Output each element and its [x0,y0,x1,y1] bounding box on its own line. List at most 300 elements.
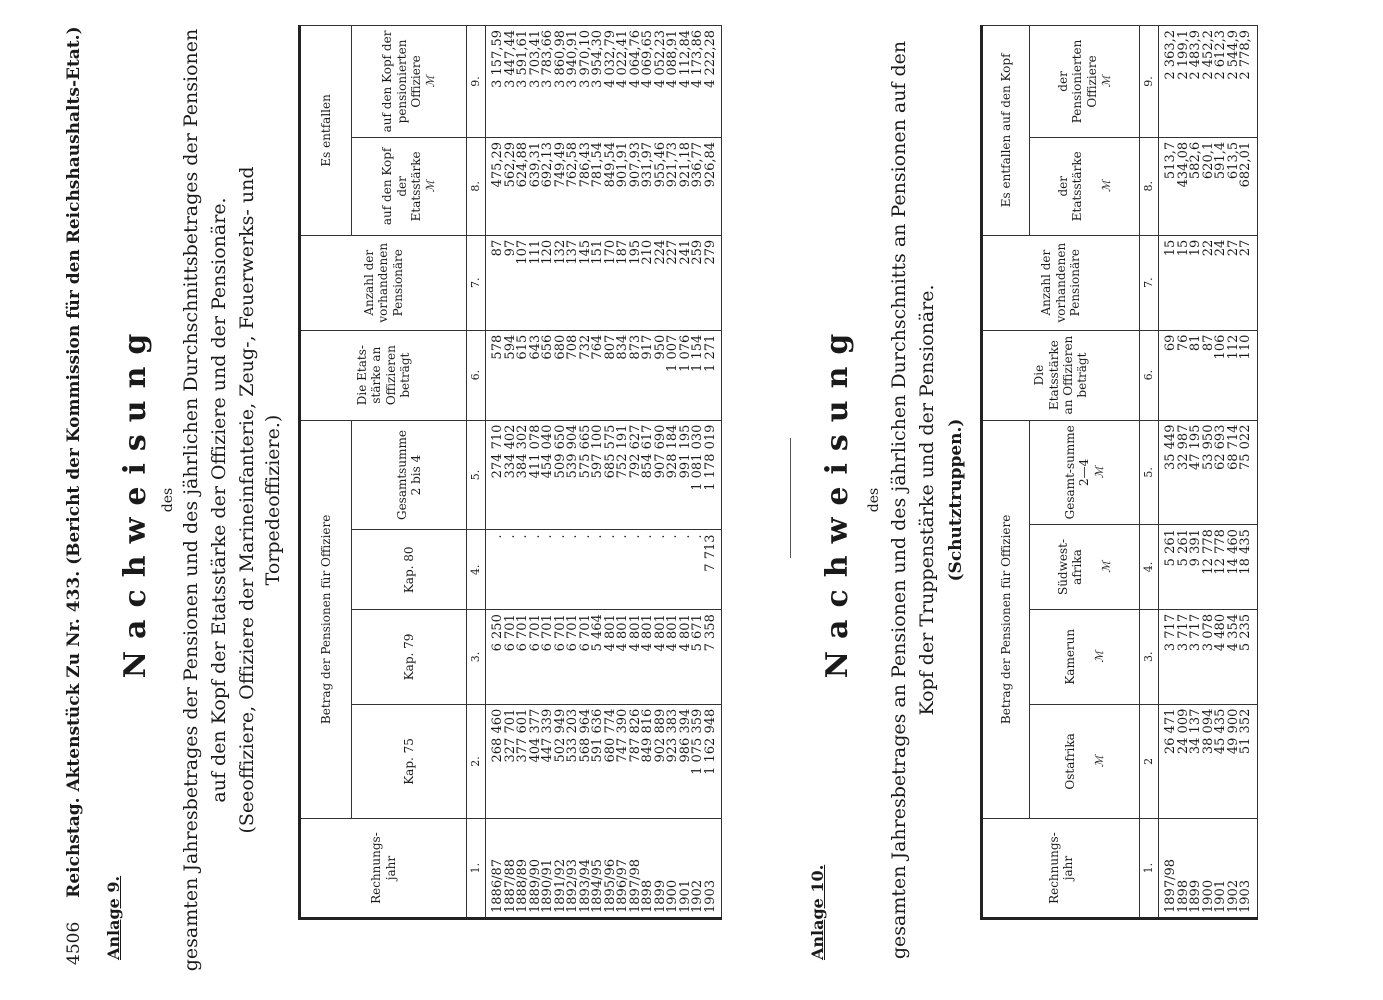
table-cell: 69 [1163,334,1178,352]
table-cell: 6 701 [515,614,530,652]
table-cell: 533 203 [565,708,580,763]
header-anzahl-pensionaere: Anzahl der vorhandenen Pensionäre [300,235,467,330]
header-kamerun [1030,609,1140,704]
header-der-pensionierten-label: der Pensionierten Offiziere [1055,39,1099,124]
col-kap-79 [486,610,722,705]
column-number: 4. [467,530,486,610]
table-cell: 732 [577,334,593,360]
table-cell: 22 [1200,239,1216,257]
table-cell: 2 612,3 [1213,30,1228,80]
column-number: 5. [1140,420,1159,525]
table-cell: 562,29 [502,141,518,188]
table-cell: 923 383 [665,708,680,763]
table-cell: 568 964 [577,708,593,763]
table-cell: 26 471 [1163,708,1178,755]
column-number: 3. [467,610,486,705]
table-cell: 145 [577,239,593,265]
table-cell: 34 137 [1188,708,1203,755]
table-cell: . [552,534,568,539]
table-cell: 936,77 [690,141,705,188]
header-rechnungsjahr: Rechnungs-jahr [300,819,467,919]
table-cell: 639,31 [527,141,543,188]
table-cell: 47 195 [1188,424,1203,471]
table-cell: 591,4 [1213,141,1228,180]
header-etatsstaerke: Die Etatsstärke an Offizieren beträgt [982,330,1140,420]
header-der-pensionierten [1030,26,1140,138]
mark-unit: ℳ [1092,755,1106,768]
data-row [1159,26,1258,919]
table-cell: 1897/98 [1163,858,1178,913]
table-cell: 1 162 948 [702,708,718,775]
table-cell: 786,43 [577,141,593,188]
col-anzahl-pensionaere [486,235,722,330]
col-kamerun [1159,609,1258,704]
table-cell: 509 650 [552,424,568,479]
table-cell: 849 816 [640,708,655,763]
table-cell: 87 [1200,334,1216,352]
table-cell: 6 701 [502,614,518,652]
anlage-10-table [980,25,1258,920]
table-cell: 2 544,9 [1225,30,1241,80]
header-ostafrika-label: Ostafrika [1062,733,1077,790]
table-cell: 111 [527,239,543,265]
table-cell: 4 801 [627,614,643,652]
header-kap-75: Kap. 75 [352,704,467,818]
table-cell: 643 [527,334,543,360]
table-cell: 12 778 [1213,529,1228,575]
table-cell: 110 [1238,334,1253,360]
page-number: 4506 [64,921,84,965]
col-suedwestafrika [1159,525,1258,610]
table-cell: 597 100 [590,424,605,479]
table-cell: 7 713 [702,534,718,572]
table-cell: 35 449 [1163,424,1178,471]
running-head-text: Reichstag. Aktenstück Zu Nr. 433. (Bericht der Kommission für den Reichshaushalts-Etat.) [64,26,84,898]
table-cell: 9 391 [1188,529,1203,567]
column-number: 7. [467,235,486,330]
column-number: 6. [1140,330,1159,420]
column-number-row [1140,26,1159,919]
table-cell: 32 987 [1175,424,1191,471]
table-cell: 53 950 [1200,424,1216,471]
table-cell: 87 [490,239,505,257]
col-kopf-pensionierte [486,26,722,138]
table-cell: 384 302 [515,424,530,479]
table-cell: 1896/97 [615,858,630,913]
table-cell: 1 154 [690,334,705,372]
table-cell: 692,13 [540,141,555,188]
header-kap-79: Kap. 79 [352,610,467,705]
anlage-9-des: des [160,487,176,513]
table-cell: 1901 [677,879,693,913]
table-cell: 274 710 [490,424,505,479]
table-cell: 682,01 [1238,141,1253,188]
anlage-10-heading-line-3: (Schutztruppen.) [946,418,966,582]
table-cell: 107 [515,239,530,265]
anlage-9-label: Anlage 9. [104,875,123,960]
header-kopf-etatsstaerke-label: auf den Kopf der Etatsstärke [380,147,423,226]
table-cell: 513,7 [1163,141,1178,180]
table-cell: 807 [602,334,618,360]
anlage-10-title: Nachweisung [820,321,855,679]
table-cell: . [590,534,605,539]
table-cell: 1887/88 [502,858,518,913]
table-cell: . [502,534,518,539]
col-anzahl-pensionaere [1159,235,1258,330]
table-cell: 991 195 [677,424,693,479]
table-cell: 81 [1188,334,1203,352]
header-es-entfallen-kopf: Es entfallen auf den Kopf [982,26,1030,236]
anlage-10-label: Anlage 10. [808,864,827,960]
table-cell: 1889/90 [527,858,543,913]
table-cell: 195 [627,239,643,265]
table-cell: 680 774 [602,708,618,763]
table-cell: 38 094 [1200,708,1216,755]
table-cell: 591 636 [590,708,605,763]
table-cell: 4 801 [652,614,668,652]
table-cell: 4 069,65 [640,30,655,88]
table-cell: 6 701 [540,614,555,652]
table-cell: 3 860,98 [552,30,568,88]
header-gesamtsumme: Gesamtsumme 2 bis 4 [352,420,467,530]
col-kap-75 [486,704,722,818]
column-number-row [467,26,486,919]
header-kap-80: Kap. 80 [352,530,467,610]
table-cell: 928 184 [665,424,680,479]
table-cell: 434,08 [1175,141,1191,188]
table-cell: 1892/93 [565,858,580,913]
table-cell: 931,97 [640,141,655,188]
table-cell: 106 [1213,334,1228,360]
table-cell: 1893/94 [577,858,593,913]
table-cell: 1890/91 [540,858,555,913]
column-number: 1. [1140,819,1159,919]
col-der-pensionierten [1159,26,1258,138]
table-cell: 620,1 [1200,141,1216,180]
table-cell: 1899 [652,879,668,913]
header-betrag: Betrag der Pensionen für Offiziere [300,420,352,819]
table-cell: 24 009 [1175,708,1191,755]
header-anzahl-pensionaere: Anzahl der vorhandenen Pensionäre [982,235,1140,330]
header-etatsstaerke: Die Etats-stärke an Offizieren beträgt [300,330,467,420]
table-cell: 762,58 [565,141,580,188]
header-rechnungsjahr: Rechnungs-jahr [982,819,1140,919]
table-cell: 97 [502,239,518,257]
table-cell: 19 [1188,239,1203,257]
table-cell: 921,73 [665,141,680,188]
table-cell: 764 [590,334,605,360]
table-cell: 1894/95 [590,858,605,913]
column-number: 2. [467,704,486,818]
table-cell: 1 271 [702,334,718,372]
table-cell: 3 703,41 [527,30,543,88]
table-cell: 12 778 [1200,529,1216,575]
table-cell: 792 627 [627,424,643,479]
table-cell: 917 [640,334,655,360]
table-cell: 921,18 [677,141,693,188]
anlage-9-heading-line-2: auf den Kopf der Etatsstärke der Offiziere und der Pensionäre. [208,197,230,803]
table-cell: 404 377 [527,708,543,763]
mark-unit: ℳ [1099,561,1113,573]
table-cell: 120 [540,239,555,265]
header-der-etatsstaerke-label: der Etatsstärke [1055,151,1085,222]
anlage-10-des: des [866,487,882,513]
table-cell: 377 601 [515,708,530,763]
mark-unit: ℳ [1092,466,1106,479]
table-cell: 624,88 [515,141,530,188]
table-cell: 5 261 [1175,529,1191,567]
section-divider [790,438,791,558]
header-ostafrika [1030,704,1140,819]
table-cell: 3 078 [1200,613,1216,652]
table-cell: 3 970,10 [577,30,593,88]
col-kopf-etatsstaerke [486,137,722,235]
col-kap-80 [486,530,722,610]
table-cell: 907,93 [627,141,643,188]
table-cell: 781,54 [590,141,605,188]
header-kopf-pensionierte [352,26,467,138]
table-cell: 2 483,9 [1188,30,1203,80]
header-kopf-etatsstaerke [352,137,467,235]
header-kopf-pensionierte-label: auf den Kopf der pensionierten Offiziere [380,30,423,133]
table-cell: 241 [677,239,693,265]
table-cell: 1 076 [677,334,693,372]
table-cell: 334 402 [502,424,518,479]
table-cell: 15 [1175,239,1191,257]
table-cell: 834 [615,334,630,360]
table-cell: 685 575 [602,424,618,479]
table-cell: 1891/92 [552,858,568,913]
table-cell: 7 358 [702,614,718,652]
table-cell: 4 064,76 [627,30,643,88]
table-cell: 901,91 [615,141,630,188]
table-cell: . [577,534,593,539]
table-cell: 279 [702,239,718,265]
table-cell: 4 801 [640,614,655,652]
table-cell: 151 [590,239,605,265]
col-rechnungsjahr [486,819,722,919]
table-cell: . [640,534,655,539]
table-cell: 1901 [1213,879,1228,913]
anlage-10-heading-line-1: gesamten Jahresbetrages an Pensionen und des jährlichen Durchschnitts an Pensionen auf den [888,40,910,960]
table-cell: 15 [1163,239,1178,257]
table-cell: 3 447,44 [502,30,518,88]
anlage-9-title: Nachweisung [118,321,153,679]
table-cell: 950 [652,334,668,360]
table-cell: 986 394 [677,708,693,763]
table-cell: 4 032,79 [602,30,618,88]
table-cell: 749,49 [552,141,568,188]
table-cell: 1 075 359 [690,708,705,775]
table-cell: 787 826 [627,708,643,763]
table-cell: 327 701 [502,708,518,763]
mark-unit: ℳ [1099,75,1113,88]
table-cell: 1902 [1225,879,1241,913]
table-cell: 3 783,66 [540,30,555,88]
table-cell: . [602,534,618,539]
table-cell: 6 701 [527,614,543,652]
table-cell: . [652,534,668,539]
table-cell: 75 022 [1238,424,1253,471]
table-cell: 4 354 [1225,613,1241,652]
col-etatsstaerke [1159,330,1258,420]
mark-unit: ℳ [424,75,438,88]
table-cell: 873 [627,334,643,360]
table-cell: 1899 [1188,879,1203,913]
table-cell: 268 460 [490,708,505,763]
table-cell: 475,29 [490,141,505,188]
header-gesamtsumme [1030,420,1140,525]
table-cell: 582,6 [1188,141,1203,180]
table-cell: 3 717 [1188,613,1203,652]
table-cell: 3 591,61 [515,30,530,88]
table-cell: 4 801 [665,614,680,652]
col-etatsstaerke [486,330,722,420]
table-cell: 578 [490,334,505,360]
header-kamerun-label: Kamerun [1062,628,1077,685]
table-cell: 2 199,1 [1175,30,1191,80]
table-cell: 615 [515,334,530,360]
table-cell: 76 [1175,334,1191,352]
table-cell: 1895/96 [602,858,618,913]
table-cell: . [540,534,555,539]
header-suedwestafrika-label: Südwest-afrika [1055,538,1085,596]
table-cell: 747 390 [615,708,630,763]
table-cell: . [615,534,630,539]
column-number: 8. [1140,137,1159,235]
table-cell: 68 714 [1225,424,1241,471]
header-suedwestafrika [1030,525,1140,610]
table-cell: 708 [565,334,580,360]
col-rechnungsjahr [1159,819,1258,919]
table-cell: 1888/89 [515,858,530,913]
table-cell: 4 088,91 [665,30,680,88]
table-cell: 227 [665,239,680,265]
table-cell: 62 693 [1213,424,1228,471]
table-cell: 1 081 030 [690,424,705,491]
column-number: 7. [1140,235,1159,330]
table-cell: 6 701 [552,614,568,652]
col-der-etatsstaerke [1159,137,1258,235]
header-es-entfallen: Es entfallen [300,26,352,236]
table-cell: 3 157,59 [490,30,505,88]
column-number: 9. [467,26,486,138]
column-number: 8. [467,137,486,235]
table-cell: 4 112,84 [677,30,693,88]
table-cell: . [490,534,505,539]
column-number: 5. [467,420,486,530]
table-cell: 1902 [690,879,705,913]
table-cell: 170 [602,239,618,265]
table-cell: 6 701 [565,614,580,652]
table-cell: 27 [1225,239,1241,257]
table-cell: 447 339 [540,708,555,763]
table-cell: 3 954,30 [590,30,605,88]
table-cell: 6 250 [490,614,505,652]
table-cell: 955,46 [652,141,668,188]
table-cell: 849,54 [602,141,618,188]
column-number: 1. [467,819,486,919]
anlage-9-heading-line-4: Torpedeoffiziere.) [262,414,284,586]
table-cell: 4 022,41 [615,30,630,88]
table-cell: 2 452,2 [1200,30,1216,80]
table-cell: . [515,534,530,539]
table-cell: . [627,534,643,539]
table-cell: 1900 [1200,879,1216,913]
table-cell: . [527,534,543,539]
table-cell: 926,84 [702,141,718,188]
table-cell: 49 900 [1225,708,1241,755]
col-ostafrika [1159,704,1258,819]
table-cell: 4 801 [602,614,618,652]
table-cell: 5 235 [1238,613,1253,652]
data-row [486,26,722,919]
table-cell: 1 178 019 [702,424,718,491]
table-cell: 5 261 [1163,529,1178,567]
column-number: 6. [467,330,486,420]
column-number: 4. [1140,525,1159,610]
table-cell: 502 949 [552,708,568,763]
table-cell: 1898 [1175,879,1191,913]
table-cell: . [677,534,693,539]
table-cell: 907 690 [652,424,668,479]
table-cell: 680 [552,334,568,360]
table-cell: 539 904 [565,424,580,479]
table-cell: 3 717 [1175,613,1191,652]
mark-unit: ℳ [1092,650,1106,663]
column-number: 2 [1140,704,1159,819]
table-cell: 1900 [665,879,680,913]
table-cell: 2 363,2 [1163,30,1178,80]
table-cell: 3 717 [1163,613,1178,652]
anlage-9-heading-line-1: gesamten Jahresbetrages der Pensionen und des jährlichen Durchschnittsbetrages der Pensionen [180,28,202,972]
col-gesamtsumme [1159,420,1258,525]
table-cell: 4 801 [677,614,693,652]
table-cell: 1898 [640,879,655,913]
table-cell: 24 [1213,239,1228,257]
col-gesamtsumme [486,420,722,530]
table-cell: 411 078 [527,424,543,479]
column-number: 9. [1140,26,1159,138]
table-cell: 137 [565,239,580,265]
table-cell: 1 007 [665,334,680,372]
table-cell: 752 191 [615,424,630,479]
table-cell: 51 352 [1238,708,1253,755]
table-cell: 656 [540,334,555,360]
column-number: 3. [1140,609,1159,704]
table-cell: . [665,534,680,539]
table-cell: 613,5 [1225,141,1241,180]
anlage-10-heading-line-2: Kopf der Truppenstärke und der Pensionäre. [916,284,938,716]
anlage-9-table [298,25,722,920]
table-cell: 1903 [702,879,718,913]
table-cell: 575 665 [577,424,593,479]
table-cell: 27 [1238,239,1253,257]
table-cell: 4 480 [1213,613,1228,652]
table-cell: 45 435 [1213,708,1228,755]
table-cell: 14 460 [1225,529,1241,575]
table-cell: 1903 [1238,879,1253,913]
table-cell: 1886/87 [490,858,505,913]
header-gesamtsumme-label: Gesamt-summe 2—4 [1062,425,1092,520]
table-cell: 4 173,86 [690,30,705,88]
table-cell: 210 [640,239,655,265]
table-cell: 3 940,91 [565,30,580,88]
table-cell: 902 889 [652,708,668,763]
mark-unit: ℳ [1099,180,1113,193]
table-cell: 1897/98 [627,858,643,913]
table-cell: 224 [652,239,668,265]
